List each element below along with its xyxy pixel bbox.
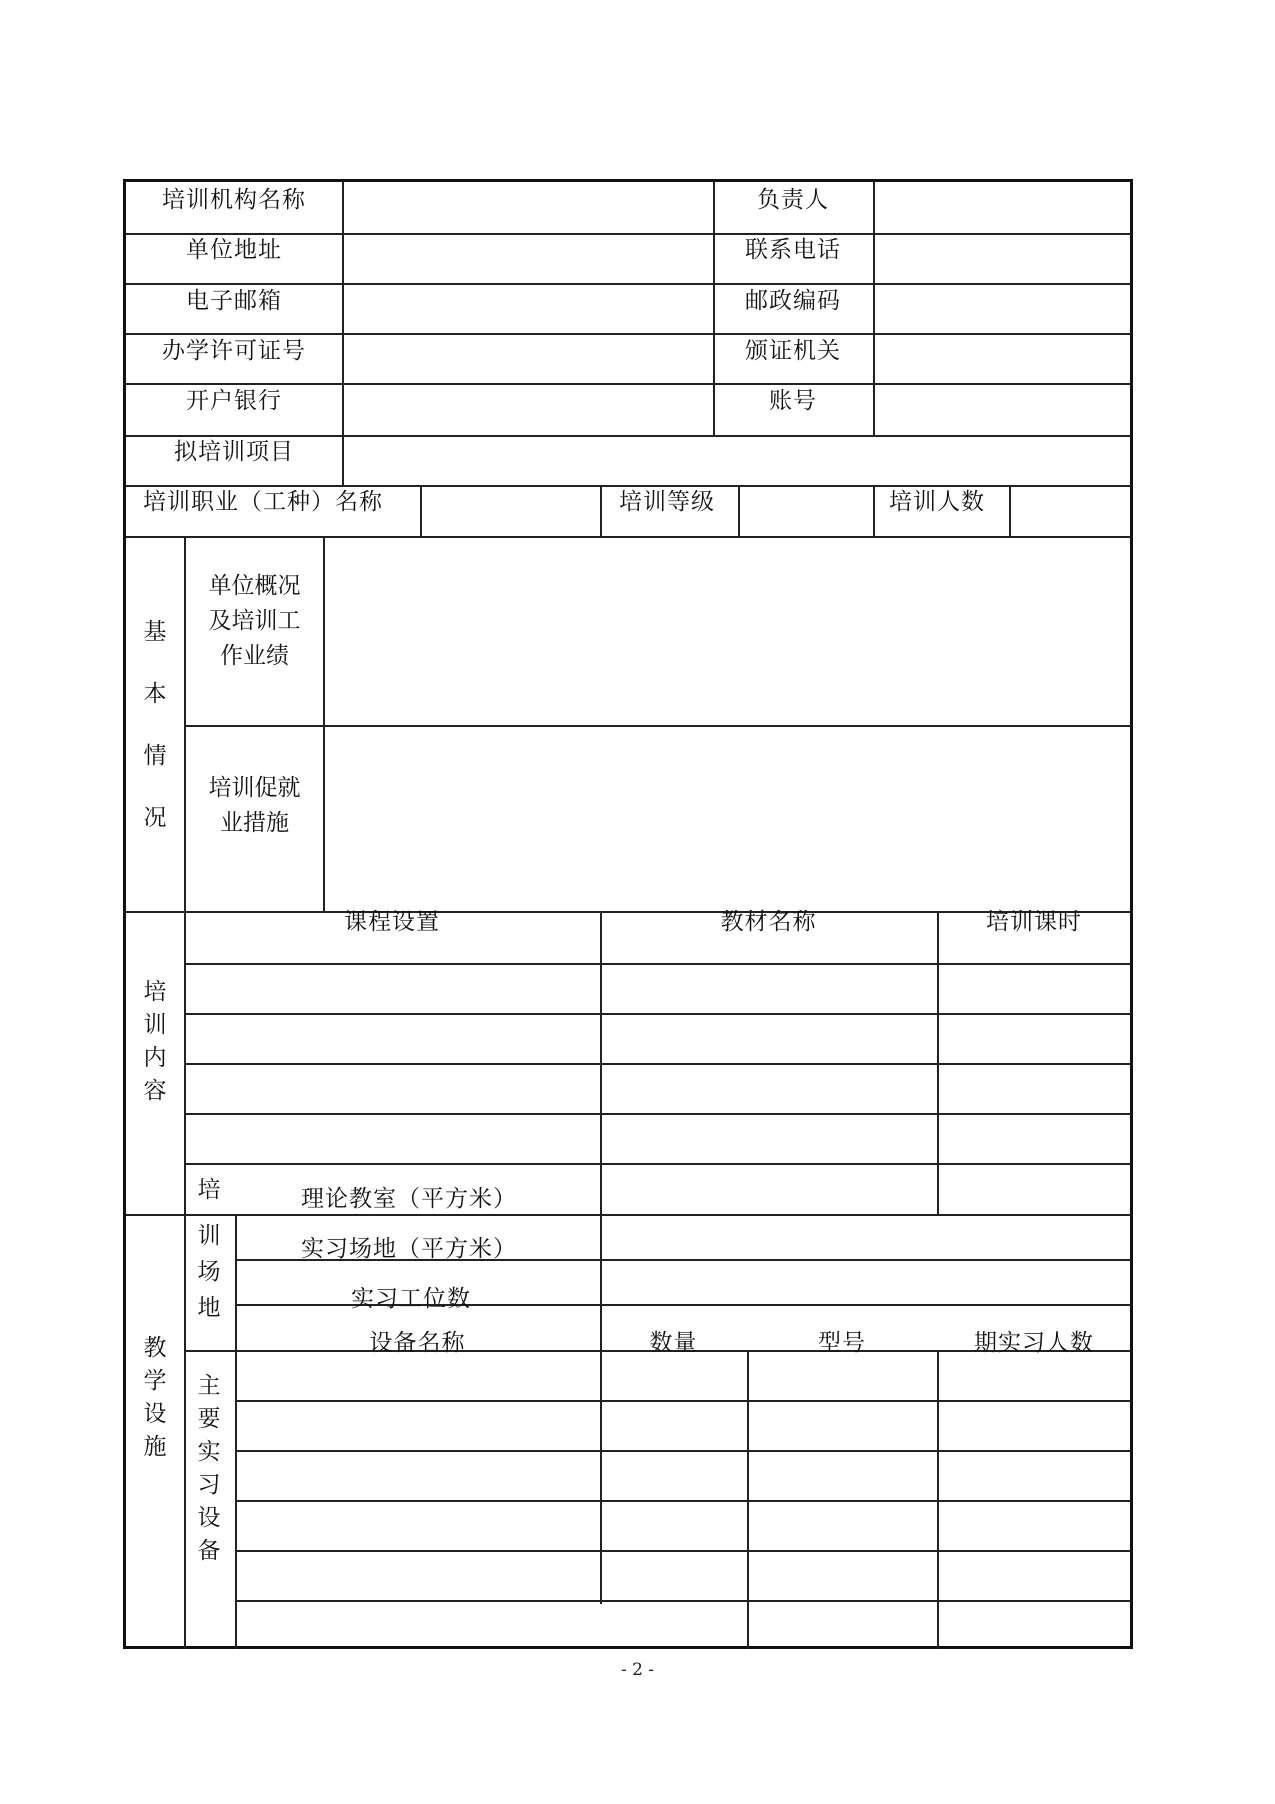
row-divider (126, 435, 1131, 437)
row-divider (126, 283, 1131, 285)
label-address: 单位地址 (186, 237, 282, 263)
column-divider (937, 1350, 939, 1649)
header-trainees: 期实习人数 (974, 1330, 1094, 1356)
label-issuer: 颁证机关 (745, 338, 841, 364)
label-postcode: 邮政编码 (745, 288, 841, 314)
column-divider (937, 911, 939, 1214)
row-divider (126, 333, 1131, 335)
column-divider (873, 485, 875, 536)
row-divider (235, 1600, 1131, 1602)
row-divider (184, 1163, 1131, 1165)
column-divider (1009, 485, 1011, 536)
column-divider (873, 182, 875, 435)
column-divider (323, 536, 325, 911)
section-training-site: 训 场 地 (197, 1223, 221, 1321)
row-divider (126, 536, 1131, 538)
label-license-no: 办学许可证号 (162, 338, 306, 364)
application-form-table (123, 179, 1133, 1649)
column-divider (420, 485, 422, 536)
label-workstations: 实习工位数 (351, 1286, 471, 1312)
header-textbook: 教材名称 (720, 909, 817, 935)
column-divider (600, 485, 602, 536)
row-divider (235, 1450, 1131, 1452)
section-training-content: 培 训 内 容 (143, 979, 167, 1104)
header-hours: 培训课时 (986, 909, 1082, 935)
label-account: 账号 (769, 388, 817, 414)
section-facilities: 教 学 设 施 (143, 1335, 167, 1460)
header-model: 型号 (818, 1330, 866, 1356)
row-divider (126, 485, 1131, 487)
label-phone: 联系电话 (745, 237, 841, 263)
label-principal: 负责人 (757, 187, 829, 213)
row-divider (235, 1400, 1131, 1402)
label-overview: 单位概况 及培训工 作业绩 (208, 573, 301, 669)
section-basic-info: 基 本 情 况 (143, 619, 167, 831)
header-quantity: 数量 (649, 1330, 698, 1356)
section-site-char: 培 (197, 1177, 221, 1203)
label-occupation: 培训职业（工种）名称 (143, 489, 383, 515)
row-divider (184, 1013, 1131, 1015)
header-equipment-name: 设备名称 (369, 1330, 466, 1356)
row-divider (184, 1063, 1131, 1065)
column-divider (184, 536, 186, 1649)
label-org-name: 培训机构名称 (162, 187, 306, 213)
label-level: 培训等级 (619, 489, 715, 515)
column-divider (738, 485, 740, 536)
section-main-equipment: 主 要 实 习 设 备 (197, 1373, 221, 1564)
column-divider (235, 1214, 237, 1649)
label-practice-site: 实习场地（平方米） (301, 1236, 517, 1262)
header-course: 课程设置 (344, 909, 440, 935)
row-divider (126, 383, 1131, 385)
row-divider (184, 725, 1131, 727)
label-bank: 开户银行 (186, 388, 282, 414)
row-divider (235, 1500, 1131, 1502)
label-headcount: 培训人数 (889, 489, 985, 515)
column-divider (342, 182, 344, 485)
label-project: 拟培训项目 (174, 439, 294, 465)
row-divider (184, 1113, 1131, 1115)
column-divider (747, 1350, 749, 1649)
row-divider (126, 233, 1131, 235)
column-divider (600, 911, 602, 1604)
label-email: 电子邮箱 (186, 288, 282, 314)
row-divider (184, 963, 1131, 965)
page-number: - 2 - (620, 1660, 655, 1680)
row-divider (235, 1550, 1131, 1552)
label-theory-room: 理论教室（平方米） (301, 1186, 517, 1212)
row-divider (126, 1214, 1131, 1216)
label-measures: 培训促就 业措施 (208, 775, 301, 836)
